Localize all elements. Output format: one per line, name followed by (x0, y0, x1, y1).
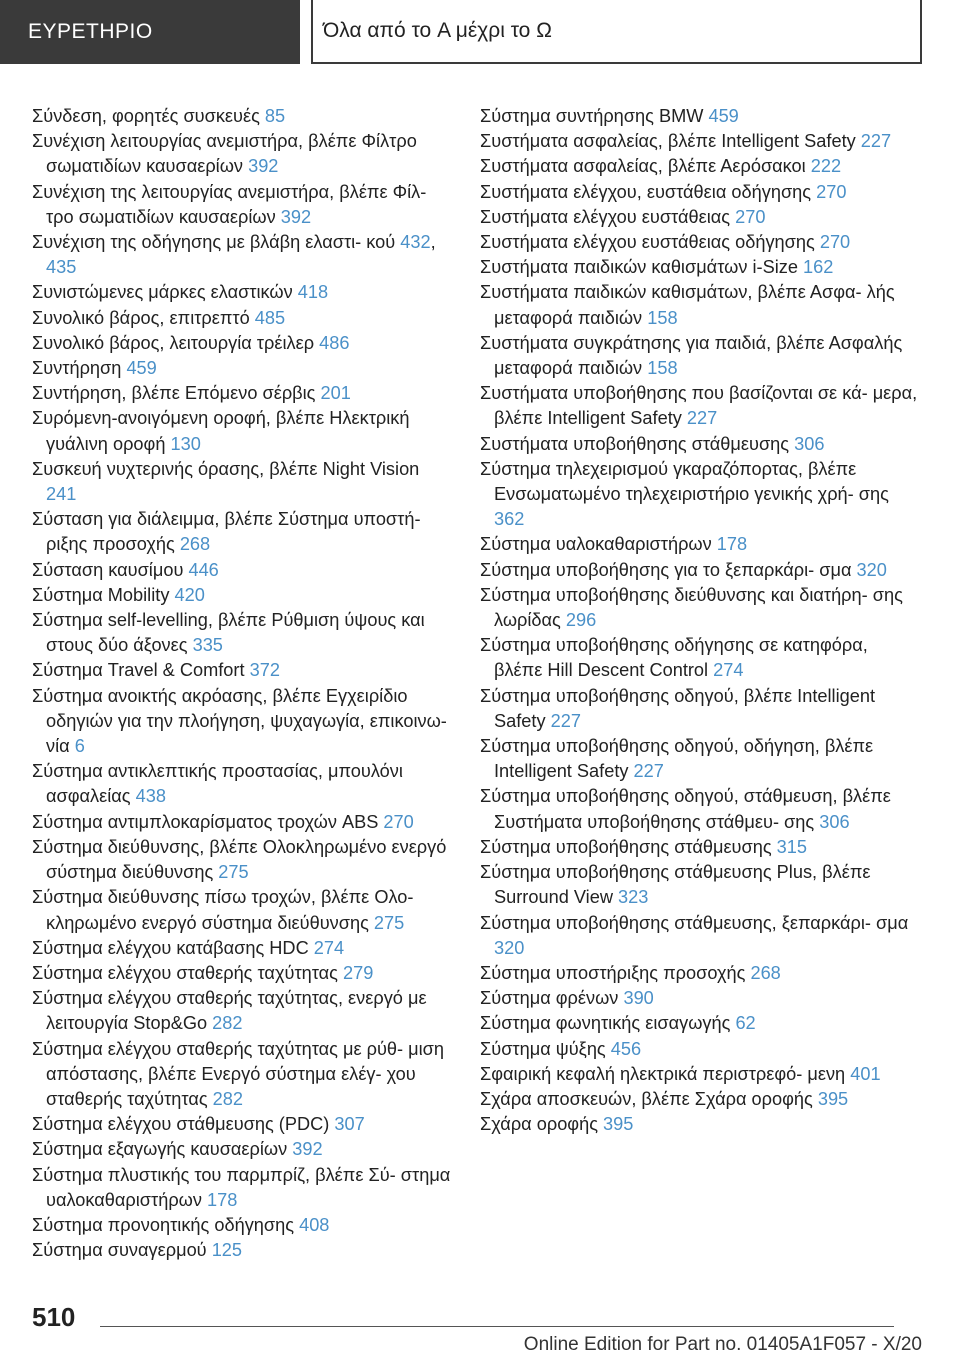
index-entry (480, 835, 920, 860)
entry-text: Σύσταση καυσίμου (32, 559, 189, 580)
entry-text: Σύστημα ανοικτής ακρόασης, βλέπε Εγχειρίδιο οδηγιών για την πλοήγηση, ψυχαγωγία, επικοινω‐ νία (32, 685, 447, 757)
page-link[interactable]: 227 (860, 131, 892, 152)
index-entry (32, 810, 452, 835)
page-link[interactable]: 418 (297, 282, 329, 303)
page-link[interactable]: 282 (212, 1013, 243, 1034)
index-entry (480, 558, 920, 583)
index-entry (32, 1163, 452, 1213)
index-entry: Συνέχιση της οδήγησης με βλάβη ελαστι‐ κού 432, 435 (32, 232, 436, 278)
page-link[interactable]: 62 (735, 1013, 756, 1034)
entry-text: Σύστημα υποβοήθησης στάθμευσης Plus, βλέπε Surround View (480, 862, 871, 908)
index-entry (32, 1238, 452, 1263)
page-link[interactable]: 438 (135, 786, 166, 807)
index-entry (480, 911, 920, 961)
index-entry (480, 784, 920, 834)
entry-text: Συστήματα παιδικών καθισμάτων, βλέπε Ασφα‐ λής μεταφορά παιδιών (480, 282, 895, 328)
page-link[interactable]: 459 (126, 358, 157, 379)
index-entry (480, 734, 920, 784)
index-entry (32, 381, 452, 406)
entry-text: Σύστημα τηλεχειρισμού γκαραζόπορτας, βλέπε Ενσωματωμένο τηλεχειριστήριο γενικής χρή‐ σης (480, 458, 889, 505)
index-entry (480, 1087, 920, 1112)
entry-text: Σύστημα Travel & Comfort (32, 660, 250, 681)
entry-text: Συστήματα υποβοήθησης στάθμευσης (480, 433, 795, 454)
index-entry (32, 356, 452, 381)
index-entry (480, 255, 920, 280)
index-entry (32, 129, 452, 179)
page-link[interactable]: 275 (218, 862, 249, 883)
page-link[interactable]: 275 (373, 912, 405, 933)
index-entry (480, 457, 920, 533)
page-link[interactable]: 125 (211, 1240, 243, 1261)
entry-text: Σχάρα οροφής (480, 1114, 604, 1135)
index-entry (480, 1112, 920, 1137)
page-link[interactable]: 279 (343, 962, 374, 983)
index-entry (480, 961, 920, 986)
page-link[interactable]: 335 (192, 635, 223, 656)
index-entry (32, 558, 452, 583)
page-link[interactable]: 390 (623, 988, 654, 1009)
page-link[interactable]: 270 (816, 181, 847, 202)
page-link[interactable]: 456 (610, 1038, 642, 1059)
page-link[interactable]: 320 (856, 559, 887, 580)
page-link[interactable]: 306 (819, 811, 850, 832)
entry-text: Συστήματα ασφαλείας, βλέπε Αερόσακοι (480, 156, 811, 177)
entry-text: Σύστημα υποστήριξης προσοχής (480, 962, 751, 983)
index-entry (480, 230, 920, 255)
page-link[interactable]: 178 (716, 534, 748, 555)
entry-text: Σύστημα υποβοήθησης στάθμευσης (480, 836, 777, 857)
entry-text: Σύστημα Mobility (32, 584, 175, 605)
index-entry (32, 986, 452, 1036)
entry-text: Σύστημα υποβοήθησης στάθμευσης, ξεπαρκάρι‐ σμα (480, 912, 909, 933)
entry-text: Συνολικό βάρος, επιτρεπτό (32, 307, 255, 328)
page-link[interactable]: 392 (292, 1139, 323, 1160)
page-link[interactable]: 227 (633, 761, 664, 782)
index-entry (480, 381, 920, 431)
entry-text: Σύστημα ελέγχου κατάβασης HDC (32, 937, 314, 958)
entry-text: Σύστημα συναγερμού (32, 1240, 212, 1261)
entry-text: Συστήματα παιδικών καθισμάτων i-Size (480, 257, 803, 278)
page-link[interactable]: 227 (550, 710, 581, 731)
entry-text: Σύστημα υποβοήθησης για το ξεπαρκάρι‐ σμα (480, 559, 857, 580)
entry-text: Συντήρηση, βλέπε Επόμενο σέρβις (32, 383, 321, 404)
index-entry (480, 104, 920, 129)
entry-text: Σύστημα διεύθυνσης πίσω τροχών, βλέπε Ολο‐ κληρωμένο ενεργό σύστημα διεύθυνσης (32, 887, 414, 933)
index-entry (480, 583, 920, 633)
page-link[interactable]: 395 (817, 1088, 849, 1109)
index-entry (480, 331, 920, 381)
page-link[interactable]: 392 (248, 156, 279, 177)
page-link[interactable]: 85 (264, 106, 286, 126)
index-entry (32, 1112, 452, 1137)
page-link[interactable]: 274 (713, 660, 744, 681)
page-link[interactable]: 270 (819, 232, 851, 253)
index-entry (480, 633, 920, 683)
page-link[interactable]: 485 (254, 307, 286, 328)
page-link[interactable]: 307 (334, 1114, 365, 1135)
index-entry (480, 154, 920, 179)
entry-text: Σύστημα υποβοήθησης οδηγού, βλέπε Intelligent Safety (480, 685, 876, 731)
entry-text: Συστήματα ελέγχου, ευστάθεια οδήγησης (480, 181, 817, 202)
index-column-right (480, 104, 920, 1137)
all-a-to-omega-tab: Όλα από το A μέχρι το Ω (311, 0, 922, 64)
entry-text: Σύστημα ελέγχου σταθερής ταχύτητας (32, 962, 343, 983)
index-entry (480, 860, 920, 910)
entry-text: Σύστημα αντικλεπτικής προστασίας, μπουλόνι ασφαλείας (32, 761, 403, 807)
entry-text: Σχάρα αποσκευών, βλέπε Σχάρα οροφής (480, 1088, 818, 1109)
entry-text: Συνέχιση λειτουργίας ανεμιστήρα, βλέπε Φίλτρο σωματιδίων καυσαερίων (32, 131, 417, 177)
entry-text: Σύνδεση, φορητές συσκευές (32, 106, 265, 126)
entry-text: Συρόμενη-ανοιγόμενη οροφή, βλέπε Ηλεκτρική γυάλινη οροφή (32, 408, 410, 454)
index-entry (480, 280, 920, 330)
page-link[interactable]: 241 (46, 484, 77, 505)
page-link[interactable]: 178 (207, 1189, 238, 1210)
page-link[interactable]: 320 (494, 937, 525, 958)
entry-text: Σύστημα ελέγχου στάθμευσης (PDC) (32, 1114, 335, 1135)
index-entry (480, 1037, 920, 1062)
page-link[interactable]: 446 (188, 559, 219, 580)
entry-text: Σύστημα υποβοήθησης οδηγού, στάθμευση, βλέπε Συστήματα υποβοήθησης στάθμευ‐ σης (480, 786, 891, 832)
index-entry (32, 1213, 452, 1238)
entry-text: Σύστημα ελέγχου σταθερής ταχύτητας, ενεργό με λειτουργία Stop&Go (32, 988, 427, 1034)
entry-text: Συνιστώμενες μάρκες ελαστικών (32, 282, 298, 303)
index-entry (32, 835, 452, 885)
page-link[interactable]: 268 (750, 962, 781, 983)
entry-text: Σύστημα διεύθυνσης, βλέπε Ολοκληρωμένο ενεργό σύστημα διεύθυνσης (32, 836, 447, 883)
index-entry (32, 457, 452, 507)
footer-divider (100, 1326, 894, 1327)
page-link[interactable]: 420 (174, 584, 205, 605)
index-entry (32, 961, 452, 986)
page-link[interactable]: 315 (776, 836, 808, 857)
page-link[interactable]: 435 (46, 257, 77, 278)
entry-text: Σύστημα φρένων (480, 988, 624, 1009)
page-link[interactable]: 362 (494, 509, 525, 530)
entry-text: Συνέχιση της λειτουργίας ανεμιστήρα, βλέπε Φίλ‐ τρο σωματιδίων καυσαερίων (32, 181, 427, 227)
entry-text: Σύστημα συντήρησης BMW (480, 106, 709, 126)
index-entry (32, 583, 452, 608)
entry-text: Σύστημα self-levelling, βλέπε Ρύθμιση ύψους και στους δύο άξονες (32, 610, 425, 656)
index-entry (480, 1011, 920, 1036)
page-link[interactable]: 323 (618, 887, 649, 908)
index-entry (32, 306, 452, 331)
index-entry (480, 532, 920, 557)
entry-text: Συνέχιση της οδήγησης με βλάβη ελαστι‐ κού (32, 232, 401, 253)
entry-text: Σύσταση για διάλειμμα, βλέπε Σύστημα υποστή‐ ριξης προσοχής (32, 509, 421, 555)
page-link[interactable]: 296 (565, 610, 597, 631)
entry-text: Συντήρηση (32, 358, 127, 379)
entry-text: Σύστημα ελέγχου σταθερής ταχύτητας με ρύθ‐ μιση απόστασης, βλέπε Ενεργό σύστημα ελέγ‐ χου σταθερής ταχύτητας (32, 1038, 445, 1109)
entry-text: Συστήματα συγκράτησης για παιδιά, βλέπε Ασφαλής μεταφορά παιδιών (480, 332, 903, 379)
entry-text: Σύστημα φωνητικής εισαγωγής (480, 1013, 736, 1034)
page-link[interactable]: 270 (735, 206, 766, 227)
entry-text: Συστήματα ελέγχου ευστάθειας οδήγησης (480, 232, 820, 253)
edition-note: Online Edition for Part no. 01405A1F057 - X/20 (523, 1334, 922, 1355)
page-link[interactable]: 372 (249, 660, 280, 681)
index-tab: ΕΥΡΕΤΗΡΙΟ (0, 0, 300, 64)
page-link[interactable]: 201 (320, 383, 351, 404)
entry-text: Σύστημα υαλοκαθαριστήρων (480, 534, 717, 555)
index-entry (32, 1037, 452, 1113)
index-entry (480, 129, 920, 154)
page-link[interactable]: 227 (686, 408, 718, 429)
page-link[interactable]: 282 (212, 1088, 244, 1109)
index-entry (32, 280, 452, 305)
index-entry (32, 885, 452, 935)
index-entry (32, 1137, 452, 1162)
index-entry (32, 658, 452, 683)
index-entry (32, 180, 452, 230)
index-entry (32, 936, 452, 961)
page-link[interactable]: 392 (280, 206, 312, 227)
index-entry (32, 104, 452, 129)
page-number: 510 (32, 1302, 76, 1332)
page-link[interactable]: 459 (708, 106, 739, 126)
index-entry (480, 684, 920, 734)
page-link[interactable]: 270 (383, 811, 414, 832)
entry-text: Σύστημα εξαγωγής καυσαερίων (32, 1139, 293, 1160)
index-entry (32, 759, 452, 809)
entry-text: Συνολικό βάρος, λειτουργία τρέιλερ (32, 332, 320, 353)
index-entry (32, 507, 452, 557)
page-link[interactable]: 401 (850, 1063, 881, 1084)
page-link[interactable]: 268 (179, 534, 211, 555)
entry-text: Σφαιρική κεφαλή ηλεκτρικά περιστρεφό‐ μενη (480, 1063, 851, 1084)
entry-text: Συστήματα υποβοήθησης που βασίζονται σε κά‐ μερα, βλέπε Intelligent Safety (480, 383, 918, 429)
entry-text: Σύστημα ψύξης (480, 1038, 611, 1059)
index-entry (480, 432, 920, 457)
entry-text: Σύστημα πλυστικής του παρμπρίζ, βλέπε Σύ‐ στημα υαλοκαθαριστήρων (32, 1164, 451, 1210)
entry-text: Σύστημα υποβοήθησης οδηγού, οδήγηση, βλέπε Intelligent Safety (480, 736, 874, 782)
index-column-left (32, 104, 452, 1263)
entry-text: Συστήματα ασφαλείας, βλέπε Intelligent Safety (480, 131, 861, 152)
page-link[interactable]: 395 (603, 1114, 634, 1135)
entry-text: Συστήματα ελέγχου ευστάθειας (480, 206, 736, 227)
index-entry (32, 331, 452, 356)
index-entry (480, 1062, 920, 1087)
page-link[interactable]: 274 (313, 937, 345, 958)
index-entry (32, 608, 452, 658)
page-link[interactable]: 408 (299, 1214, 330, 1235)
entry-text: Σύστημα υποβοήθησης οδήγησης σε κατηφόρα, βλέπε Hill Descent Control (480, 635, 868, 681)
page-link[interactable]: 306 (794, 433, 825, 454)
page-link[interactable]: 162 (803, 257, 834, 278)
entry-text: Σύστημα προνοητικής οδήγησης (32, 1214, 300, 1235)
page-link[interactable]: 158 (647, 307, 678, 328)
index-entry (480, 205, 920, 230)
index-entry (480, 180, 920, 205)
page-link[interactable]: 158 (647, 358, 678, 379)
index-entry (32, 684, 452, 760)
page-header (0, 0, 960, 64)
index-entry (480, 986, 920, 1011)
page-link[interactable]: 432 (400, 232, 431, 253)
page-link[interactable]: 486 (319, 332, 350, 353)
entry-text: Σύστημα υποβοήθησης διεύθυνσης και διατήρη‐ σης λωρίδας (480, 584, 903, 631)
index-entry (32, 406, 452, 456)
page-link[interactable]: 130 (170, 433, 201, 454)
page-link[interactable]: 222 (810, 156, 842, 177)
entry-text: Σύστημα αντιμπλοκαρίσματος τροχών ABS (32, 811, 384, 832)
entry-text: Συσκευή νυχτερινής όρασης, βλέπε Night Vision (32, 458, 420, 479)
page-link[interactable]: 6 (74, 736, 85, 757)
